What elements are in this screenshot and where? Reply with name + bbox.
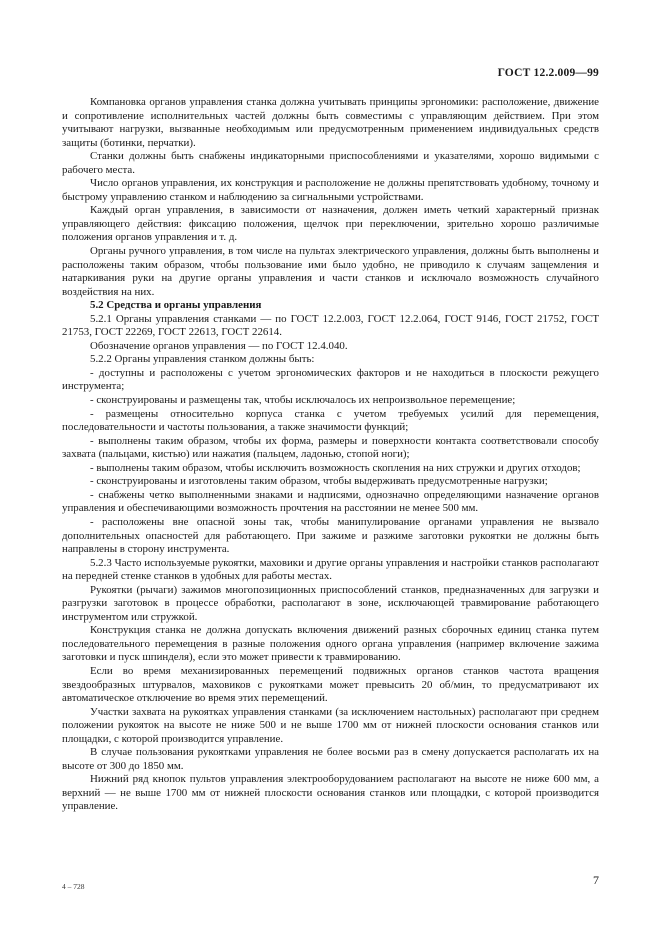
list-item: - выполнены таким образом, чтобы их форма, размеры и поверхности контакта соответствовали способу захвата (пальцами, кистью) или нажатия (пальцем, ладонью, стопой ноги);	[62, 434, 599, 461]
list-item: - сконструированы и изготовлены таким образом, чтобы выдерживать предусмотренные нагрузки;	[90, 475, 548, 488]
paragraph: Число органов управления, их конструкция и расположение не должны препятствовать удобному, точному и быстрому управлению станком и наблюдению за сигнальными устройствами.	[62, 177, 599, 203]
paragraph: Нижний ряд кнопок пультов управления электрооборудованием располагают на высоте не ниже 600 мм, а верхний — не выше 1700 мм от нижней плоскости основания станков или площадки, с которой производится управление.	[62, 773, 599, 813]
paragraph: Органы ручного управления, в том числе на пультах электрического управления, должны быть выполнены и расположены таким образом, чтобы пользование ими было удобно, не приводило к случаям защемления и натаркивания руки на другие органы управления и части станков и исключало возможность случайного воздействия на них.	[62, 245, 599, 298]
paragraph: 5.2.2 Органы управления станком должны быть:	[90, 353, 315, 366]
paragraph: Компановка органов управления станка должна учитывать принципы эргономики: расположение, движение и сопротивление исполнительных частей должны быть совместимы с управляющим действием. При этом учитывают нагрузки, вызванные необходимым или предусмотренным применением индивидуальных средств защиты (ботинки, перчатки).	[62, 96, 599, 149]
print-code: 4 – 728	[62, 882, 85, 891]
paragraph: В случае пользования рукоятками управления не более восьми раз в смену допускается располагать их на высоте от 300 до 1850 мм.	[62, 746, 599, 772]
paragraph: 5.2.1 Органы управления станками — по ГОСТ 12.2.003, ГОСТ 12.2.064, ГОСТ 9146, ГОСТ 21752, ГОСТ 21753, ГОСТ 22269, ГОСТ 22613, ГОСТ 22614.	[62, 312, 599, 339]
paragraph: Если во время механизированных перемещений подвижных органов станков частота вращения звездообразных штурвалов, маховиков с рукоятками может превысить 20 об/мин, то предусматривают их автоматическое отключение во время этих перемещений.	[62, 664, 599, 705]
list-item: - выполнены таким образом, чтобы исключить возможность скопления на них стружки и других отходов;	[90, 461, 581, 474]
paragraph: Станки должны быть снабжены индикаторными приспособлениями и указателями, хорошо видимыми с рабочего места.	[62, 150, 599, 176]
paragraph: Обозначение органов управления — по ГОСТ 12.4.040.	[90, 339, 348, 352]
paragraph: Каждый орган управления, в зависимости от назначения, должен иметь четкий характерный признак управляющего действия: фиксацию положения, щелчок при переключении, зрительно хорошо различимые положения органов управления и т. д.	[62, 204, 599, 244]
list-item: - снабжены четко выполненными знаками и надписями, однозначно определяющими назначение органов управления и обеспечивающими возможность прочтения на расстоянии не менее 500 мм.	[62, 488, 599, 515]
standard-code-header: ГОСТ 12.2.009—99	[497, 67, 599, 79]
list-item: - доступны и расположены с учетом эргономических факторов и не находиться в плоскости режущего инструмента;	[62, 366, 599, 393]
paragraph: Конструкция станка не должна допускать включения движений разных сборочных единиц станка путем последовательного перемещения в разные положения одного органа управления (например включение зажима заготовки и пуск шпинделя), если это может привести к травмированию.	[62, 624, 599, 664]
list-item: - сконструированы и размещены так, чтобы исключалось их непроизвольное перемещение;	[90, 394, 516, 407]
paragraph: 5.2.3 Часто используемые рукоятки, маховики и другие органы управления и настройки станков располагают на передней стенке станков в удобных для работы местах.	[62, 556, 599, 583]
paragraph: Рукоятки (рычаги) зажимов многопозиционных приспособлений станков, предназначенных для загрузки и разгрузки заготовок в процессе обработки, располагают в зоне, исключающей травмирование работающего инструментом или стружкой.	[62, 583, 599, 623]
page-number: 7	[593, 873, 599, 887]
paragraph: Участки захвата на рукоятках управления станками (за исключением настольных) располагают при среднем положении рукояток на высоте не ниже 500 и не выше 1700 мм от нижней плоскости основания станков или площадки, с которой производится управление.	[62, 705, 599, 745]
list-item: - расположены вне опасной зоны так, чтобы манипулирование органами управления не вызвало дополнительных опасностей для работающего. При зажиме и разжиме заготовки рукоятки не должны быть направлены в сторону инструмента.	[62, 515, 599, 556]
list-item: - размещены относительно корпуса станка с учетом требуемых усилий для перемещения, последовательности и частоты пользования, а также значимости функций;	[62, 407, 599, 434]
body-text	[62, 96, 599, 814]
section-heading: 5.2 Средства и органы управления	[90, 299, 262, 312]
